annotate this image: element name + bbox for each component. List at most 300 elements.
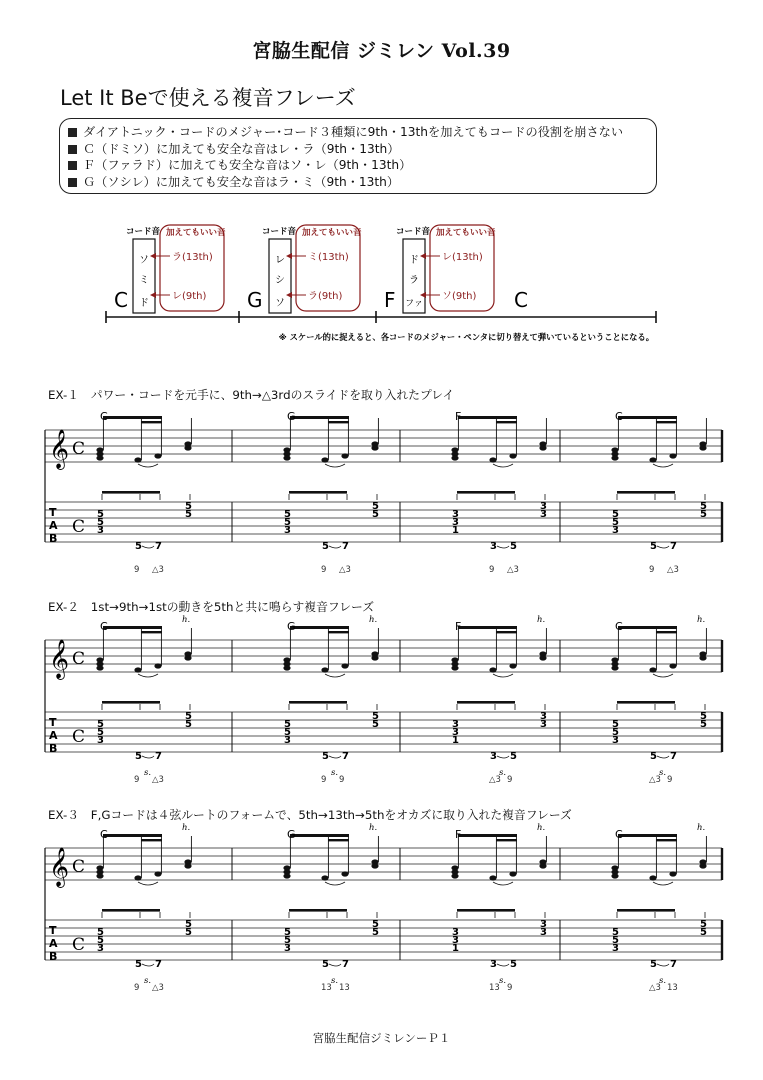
tab-number: 5: [510, 959, 517, 970]
tab-number: 5: [700, 927, 707, 938]
tab-number: 5: [97, 509, 104, 520]
tab-letter-a: A: [49, 729, 58, 742]
note-head: [134, 875, 141, 880]
tab-number: 5: [650, 541, 657, 552]
slur: [653, 882, 673, 885]
hammer-mark: h.: [182, 823, 191, 833]
note-head: [371, 863, 378, 868]
page-footer: 宮脇生配信ジミレンーＰ１: [312, 1031, 451, 1045]
degree-label: 9: [649, 565, 655, 575]
hammer-mark: h.: [369, 615, 378, 625]
tab-number: 5: [284, 719, 291, 730]
tab-number: 3: [284, 735, 291, 746]
note-head: [509, 871, 516, 876]
info-line: Ｃ（ドミソ）に加えても安全な音はレ・ラ（9th・13th）: [68, 141, 648, 158]
slur: [493, 464, 513, 467]
time-signature: C: [72, 857, 86, 877]
diagram-group-f: [384, 225, 496, 313]
tab-number: 3: [490, 751, 497, 762]
tab-number: 3: [284, 943, 291, 954]
note-head: [321, 875, 328, 880]
tab-number: 5: [135, 751, 142, 762]
measure-chord: C: [100, 828, 108, 841]
tab-slur: [142, 546, 154, 548]
slur: [138, 882, 158, 885]
page-subtitle: Let It Beで使える複音フレーズ: [60, 86, 356, 110]
measure-chord: C: [615, 620, 623, 633]
tab-number: 3: [97, 735, 104, 746]
degree-label: △3: [152, 983, 164, 993]
beam: [618, 626, 677, 629]
tab-number: 1: [452, 525, 459, 536]
beam: [290, 416, 349, 419]
tab-number: 5: [284, 727, 291, 738]
degree-label: 9: [321, 775, 327, 785]
slide-mark: s.: [499, 768, 507, 778]
info-line: ダイアトニック・コードのメジャー･コード３種類に9th・13thを加えてもコードの役割を崩さない: [68, 124, 648, 141]
tab-number: 5: [284, 517, 291, 528]
note-head: [699, 445, 706, 450]
tab-letter-t: T: [49, 716, 57, 729]
tab-letter-t: T: [49, 506, 57, 519]
tab-beam: [289, 701, 347, 704]
add-tone: ミ(13th): [308, 252, 349, 263]
hammer-mark: h.: [369, 823, 378, 833]
treble-clef-icon: 𝄞: [49, 847, 70, 887]
degree-label: 13: [489, 983, 500, 993]
tab-number: 5: [135, 959, 142, 970]
tab-number: 5: [650, 959, 657, 970]
tab-number: 5: [284, 927, 291, 938]
diagram-note: ※ スケール的に捉えると、各コードのメジャー・ペンタに切り替えて弾いているということになる。: [278, 332, 654, 342]
tab-number: 5: [322, 751, 329, 762]
add-tone-label: 加えてもいい音: [166, 228, 226, 238]
tab-number: 5: [510, 541, 517, 552]
measure-chord: G: [287, 828, 296, 841]
note-head: [611, 455, 618, 460]
degree-label: △3: [489, 775, 501, 785]
chord-tone-label: コード音: [126, 227, 161, 237]
degree-label: 9: [134, 983, 140, 993]
example-3-label: EX-３ F,Gコードは４弦ルートのフォームで、5th→13th→5thをオカズに取り入れた複音フレーズ: [48, 808, 572, 822]
note-head: [539, 655, 546, 660]
tab-number: 3: [284, 525, 291, 536]
tab-number: 5: [612, 927, 619, 938]
tab-number: 3: [452, 927, 459, 938]
tab-slur: [657, 756, 669, 758]
measure-chord: C: [615, 828, 623, 841]
tab-number: 5: [372, 719, 379, 730]
info-box: [59, 118, 657, 194]
beam: [656, 421, 677, 423]
tab-letter-a: A: [49, 519, 58, 532]
tab-number: 7: [342, 541, 349, 552]
note-head: [371, 445, 378, 450]
chord-tone-label: コード音: [396, 227, 431, 237]
diagram-group-g: [247, 225, 362, 313]
tab-number: 3: [452, 719, 459, 730]
measure-chord: F: [455, 410, 462, 423]
note-head: [283, 665, 290, 670]
tab-time-signature: C: [72, 517, 86, 537]
tab-letter-b: B: [49, 950, 58, 963]
slur: [493, 674, 513, 677]
tab-number: 3: [540, 927, 547, 938]
chord-tone: ド: [139, 298, 149, 309]
note-head: [611, 665, 618, 670]
note-head: [611, 873, 618, 878]
degree-label: 9: [667, 775, 673, 785]
system-1: [45, 416, 722, 548]
note-head: [669, 871, 676, 876]
tab-number: 3: [540, 509, 547, 520]
tab-number: 5: [185, 719, 192, 730]
tab-number: 5: [612, 719, 619, 730]
chord-name: C: [114, 288, 128, 312]
slur: [493, 882, 513, 885]
hammer-mark: h.: [182, 615, 191, 625]
square-bullet-icon: [68, 128, 77, 137]
tab-slur: [329, 756, 341, 758]
add-tone: ソ(9th): [442, 291, 477, 302]
degree-label: △3: [649, 983, 661, 993]
hammer-mark: h.: [537, 615, 546, 625]
note-head: [489, 667, 496, 672]
note-head: [699, 863, 706, 868]
note-head: [649, 667, 656, 672]
note-head: [184, 655, 191, 660]
beam: [141, 421, 162, 423]
tab-number: 5: [322, 959, 329, 970]
tab-number: 5: [97, 927, 104, 938]
beam: [618, 416, 677, 419]
tab-letter-t: T: [49, 924, 57, 937]
beam: [618, 834, 677, 837]
system-2: [45, 626, 722, 758]
chord-name: F: [384, 288, 396, 312]
info-line: Ｆ（ファラド）に加えても安全な音はソ・レ（9th・13th）: [68, 157, 648, 174]
slur: [653, 674, 673, 677]
info-line: Ｇ（ソシレ）に加えても安全な音はラ・ミ（9th・13th）: [68, 174, 648, 191]
degree-label: 9: [339, 775, 345, 785]
beam: [656, 839, 677, 841]
beam: [103, 416, 162, 419]
tab-number: 1: [452, 943, 459, 954]
beam: [103, 626, 162, 629]
tab-number: 3: [97, 943, 104, 954]
tab-beam: [617, 701, 675, 704]
tab-slur: [657, 546, 669, 548]
note-head: [154, 663, 161, 668]
add-tone: レ(13th): [442, 252, 483, 263]
note-head: [539, 445, 546, 450]
note-head: [489, 875, 496, 880]
tab-number: 7: [155, 751, 162, 762]
chord-tone: シ: [275, 275, 285, 286]
beam: [141, 839, 162, 841]
time-signature: C: [72, 439, 86, 459]
note-head: [451, 665, 458, 670]
tab-slur: [329, 964, 341, 966]
beam: [103, 834, 162, 837]
tab-beam: [457, 701, 515, 704]
tab-number: 5: [510, 751, 517, 762]
tab-number: 5: [700, 719, 707, 730]
note-head: [669, 663, 676, 668]
chord-name-last: C: [514, 288, 528, 312]
degree-label: 9: [507, 775, 513, 785]
slide-mark: s.: [144, 976, 152, 986]
degree-label: 9: [507, 983, 513, 993]
beam: [496, 631, 517, 633]
measure-chord: F: [455, 620, 462, 633]
beam: [328, 421, 349, 423]
slur: [653, 464, 673, 467]
note-head: [96, 665, 103, 670]
tab-number: 7: [670, 959, 677, 970]
note-head: [184, 445, 191, 450]
degree-label: △3: [649, 775, 661, 785]
tab-number: 5: [700, 919, 707, 930]
tab-number: 5: [372, 711, 379, 722]
tab-number: 3: [452, 727, 459, 738]
tab-number: 7: [155, 959, 162, 970]
tab-number: 3: [540, 919, 547, 930]
add-tone: ラ(9th): [308, 291, 343, 302]
tab-number: 3: [452, 517, 459, 528]
treble-clef-icon: 𝄞: [49, 429, 70, 469]
page-title: 宮脇生配信 ジミレン Vol.39: [252, 40, 511, 62]
measure-chord: C: [100, 620, 108, 633]
tab-number: 5: [185, 509, 192, 520]
tab-number: 3: [490, 959, 497, 970]
slur: [138, 464, 158, 467]
note-head: [184, 863, 191, 868]
beam: [458, 416, 517, 419]
tab-number: 3: [612, 525, 619, 536]
slide-mark: s.: [659, 768, 667, 778]
hammer-mark: h.: [537, 823, 546, 833]
degree-label: 13: [667, 983, 678, 993]
degree-label: 9: [489, 565, 495, 575]
note-head: [451, 873, 458, 878]
tab-letter-b: B: [49, 742, 58, 755]
degree-label: 13: [321, 983, 332, 993]
note-head: [371, 655, 378, 660]
note-head: [669, 453, 676, 458]
note-head: [451, 455, 458, 460]
beam: [496, 839, 517, 841]
tab-number: 5: [612, 935, 619, 946]
tab-beam: [102, 701, 160, 704]
degree-label: 9: [134, 565, 140, 575]
note-head: [649, 457, 656, 462]
tab-number: 5: [372, 919, 379, 930]
tab-number: 3: [540, 711, 547, 722]
tab-number: 5: [700, 509, 707, 520]
tab-number: 5: [372, 501, 379, 512]
square-bullet-icon: [68, 178, 77, 187]
tab-number: 3: [612, 943, 619, 954]
measure-chord: F: [455, 828, 462, 841]
note-head: [509, 663, 516, 668]
note-head: [321, 457, 328, 462]
tab-number: 5: [284, 509, 291, 520]
chord-tone: ソ: [275, 298, 285, 309]
tab-number: 5: [612, 509, 619, 520]
tab-beam: [289, 909, 347, 912]
beam: [141, 631, 162, 633]
tab-beam: [457, 491, 515, 494]
tab-slur: [657, 964, 669, 966]
tab-number: 5: [135, 541, 142, 552]
tab-slur: [497, 756, 509, 758]
tab-number: 5: [185, 919, 192, 930]
measure-chord: G: [287, 620, 296, 633]
tab-beam: [289, 491, 347, 494]
beam: [328, 839, 349, 841]
chord-tone: ソ: [139, 255, 149, 266]
slur: [138, 674, 158, 677]
chord-name: G: [247, 288, 263, 312]
note-head: [649, 875, 656, 880]
tab-number: 5: [97, 935, 104, 946]
note-head: [134, 457, 141, 462]
degree-label: △3: [339, 565, 351, 575]
tab-slur: [497, 546, 509, 548]
square-bullet-icon: [68, 145, 77, 154]
note-head: [321, 667, 328, 672]
chord-tone: レ: [275, 255, 285, 266]
note-head: [283, 455, 290, 460]
tab-number: 3: [490, 541, 497, 552]
note-head: [341, 453, 348, 458]
tab-number: 5: [185, 711, 192, 722]
system-3: [45, 834, 722, 966]
beam: [496, 421, 517, 423]
measure-chord: G: [287, 410, 296, 423]
tab-number: 5: [97, 719, 104, 730]
tab-beam: [102, 491, 160, 494]
beam: [458, 834, 517, 837]
square-bullet-icon: [68, 161, 77, 170]
tab-slur: [329, 546, 341, 548]
tab-number: 5: [284, 935, 291, 946]
chord-tone: ラ: [409, 275, 419, 286]
tab-slur: [497, 964, 509, 966]
note-head: [96, 873, 103, 878]
tab-beam: [457, 909, 515, 912]
note-head: [489, 457, 496, 462]
beam: [458, 626, 517, 629]
beam: [290, 834, 349, 837]
note-head: [539, 863, 546, 868]
degree-label: △3: [152, 565, 164, 575]
tab-number: 5: [612, 517, 619, 528]
tab-number: 5: [650, 751, 657, 762]
hammer-mark: h.: [697, 823, 706, 833]
chord-tone: ミ: [139, 275, 149, 286]
tab-letter-b: B: [49, 532, 58, 545]
slide-mark: s.: [144, 768, 152, 778]
chord-tone-label: コード音: [262, 227, 297, 237]
slide-mark: s.: [331, 768, 339, 778]
chord-tone: ファ: [405, 299, 423, 309]
slur: [325, 882, 345, 885]
add-tone: ラ(13th): [172, 252, 213, 263]
tab-number: 5: [185, 927, 192, 938]
tab-beam: [102, 909, 160, 912]
tab-number: 5: [185, 501, 192, 512]
measure-chord: C: [615, 410, 623, 423]
note-head: [283, 873, 290, 878]
diagram-group-c: [114, 225, 226, 313]
beam: [328, 631, 349, 633]
degree-label: 9: [321, 565, 327, 575]
tab-number: 5: [372, 927, 379, 938]
tab-number: 7: [342, 751, 349, 762]
note-head: [154, 453, 161, 458]
add-tone-label: 加えてもいい音: [302, 228, 362, 238]
tab-number: 3: [97, 525, 104, 536]
tab-number: 5: [612, 727, 619, 738]
tab-beam: [617, 909, 675, 912]
note-head: [509, 453, 516, 458]
treble-clef-icon: 𝄞: [49, 639, 70, 679]
tab-number: 5: [322, 541, 329, 552]
degree-label: △3: [667, 565, 679, 575]
tab-number: 7: [670, 751, 677, 762]
chord-tone: ド: [409, 255, 419, 266]
degree-label: 9: [134, 775, 140, 785]
hammer-mark: h.: [697, 615, 706, 625]
time-signature: C: [72, 649, 86, 669]
note-head: [341, 871, 348, 876]
note-head: [699, 655, 706, 660]
tab-number: 3: [452, 935, 459, 946]
beam: [290, 626, 349, 629]
tab-number: 5: [372, 509, 379, 520]
tab-number: 7: [670, 541, 677, 552]
beam: [656, 631, 677, 633]
tab-number: 7: [155, 541, 162, 552]
example-2-label: EX-２ 1st→9th→1stの動きを5thと共に鳴らす複音フレーズ: [48, 600, 375, 614]
tab-number: 5: [700, 501, 707, 512]
example-1-label: EX-１ パワー・コードを元手に、9th→△3rdのスライドを取り入れたプレイ: [48, 388, 455, 402]
note-head: [154, 871, 161, 876]
note-head: [96, 455, 103, 460]
note-head: [341, 663, 348, 668]
tab-number: 5: [97, 517, 104, 528]
notation-systems: [0, 400, 763, 1010]
tab-letter-a: A: [49, 937, 58, 950]
add-tone: レ(9th): [172, 291, 207, 302]
slide-mark: s.: [659, 976, 667, 986]
tab-beam: [617, 491, 675, 494]
slide-mark: s.: [499, 976, 507, 986]
tab-number: 3: [452, 509, 459, 520]
tab-time-signature: C: [72, 935, 86, 955]
tab-number: 5: [97, 727, 104, 738]
degree-label: 13: [339, 983, 350, 993]
tab-number: 5: [700, 711, 707, 722]
degree-label: △3: [152, 775, 164, 785]
measure-chord: C: [100, 410, 108, 423]
chord-tone-diagram: [0, 215, 763, 350]
tab-number: 3: [540, 719, 547, 730]
tab-time-signature: C: [72, 727, 86, 747]
tab-slur: [142, 756, 154, 758]
